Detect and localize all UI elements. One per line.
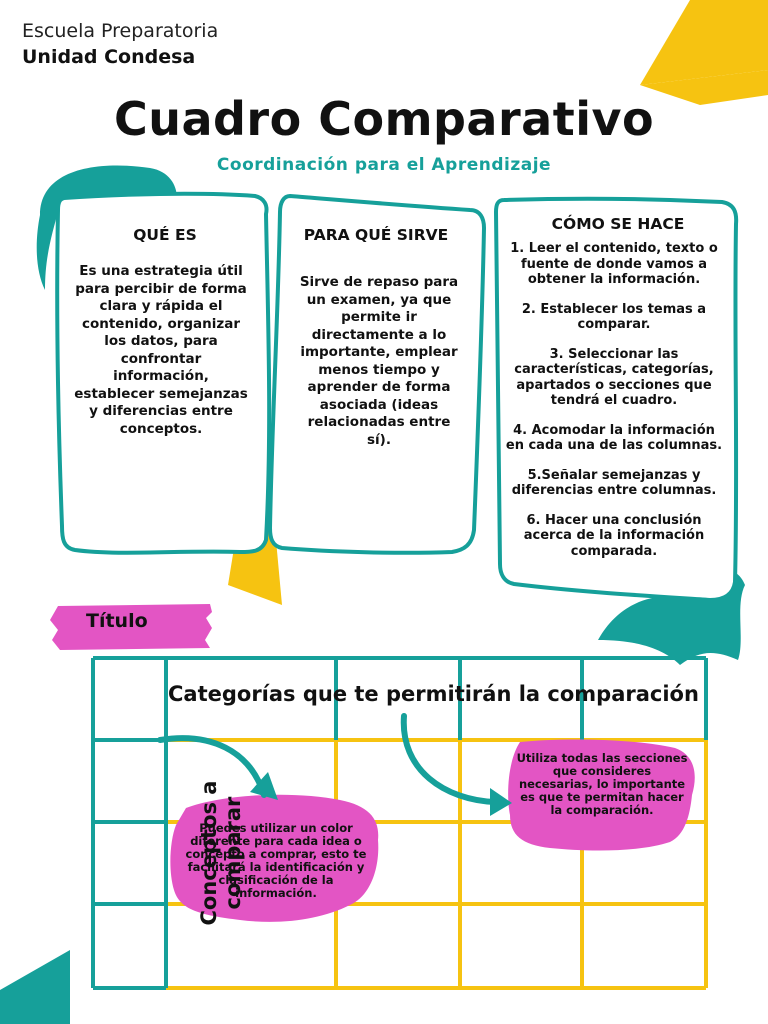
step-5: 5.Señalar semejanzas y diferencias entre columnas. [511, 467, 717, 498]
card-heading-que-es: QUÉ ES [133, 226, 197, 244]
arrow-right [404, 716, 495, 802]
step-6: 6. Hacer una conclusión acerca de la información comparada. [523, 512, 705, 559]
card-body-para-que-sirve: Sirve de repaso para un examen, ya que permite ir directamente a lo importante, emplear menos tiempo y aprender de forma asociada (ideas relacionadas entre sí). [299, 274, 459, 448]
step-3: 3. Seleccionar las características, categorías, apartados o secciones que tendrá el cuadro. [514, 346, 714, 408]
school-name-line1: Escuela Preparatoria [22, 20, 219, 42]
step-1: 1. Leer el contenido, texto o fuente de donde vamos a obtener la información. [510, 241, 718, 287]
page-title: Cuadro Comparativo [113, 92, 655, 146]
note-left: Puedes utilizar un color diferente para cada idea o concepto a comprar, esto te facilitará la identificación y clasificación de la información. [185, 821, 367, 900]
page-subtitle: Coordinación para el Aprendizaje [216, 155, 552, 175]
categories-label: Categorías que te permitirán la comparación [168, 682, 699, 706]
step-4: 4. Acomodar la información en cada una de las columnas. [505, 422, 723, 453]
card-heading-para-que-sirve: PARA QUÉ SIRVE [303, 226, 449, 244]
card-heading-como-se-hace: CÓMO SE HACE [551, 215, 685, 233]
card-body-que-es: Es una estrategia útil para percibir de forma clara y rápida el contenido, organizar los datos, para confrontar información, establecer semejanzas y diferencias entre conceptos. [74, 263, 248, 437]
step-2: 2. Establecer los temas a comparar. [521, 301, 707, 332]
note-right: Utiliza todas las secciones que consideres necesarias, lo importante es que te permitan hacer la comparación. [516, 751, 688, 817]
school-name-line2: Unidad Condesa [22, 46, 196, 68]
concepts-label: Conceptos a comparar [197, 780, 245, 926]
titulo-label: Título [86, 610, 148, 632]
